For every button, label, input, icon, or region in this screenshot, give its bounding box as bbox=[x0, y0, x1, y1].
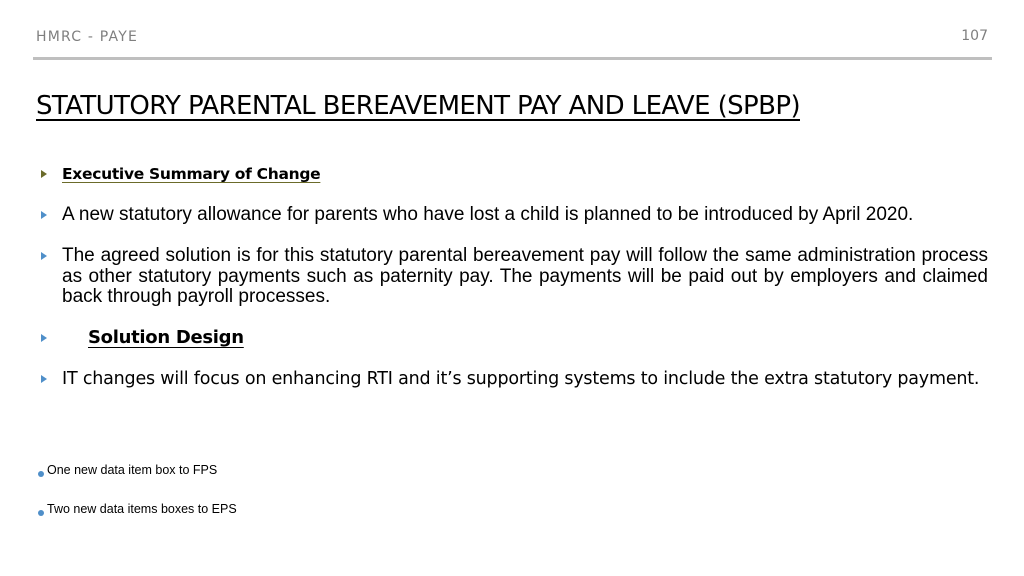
data-item-eps: Two new data items boxes to EPS bbox=[47, 502, 237, 516]
arrow-bullet-icon bbox=[41, 170, 47, 178]
header-divider bbox=[33, 57, 992, 60]
arrow-bullet-icon bbox=[41, 211, 47, 219]
arrow-bullet-icon bbox=[41, 334, 47, 342]
header-label: HMRC - PAYE bbox=[36, 29, 138, 45]
page-number: 107 bbox=[961, 28, 988, 44]
summary-paragraph-1: A new statutory allowance for parents who have lost a child is planned to be introduced by April 2020. bbox=[62, 204, 914, 225]
arrow-bullet-icon bbox=[41, 375, 47, 383]
arrow-bullet-icon bbox=[41, 252, 47, 260]
dot-bullet-icon bbox=[38, 471, 44, 477]
solution-paragraph: IT changes will focus on enhancing RTI and it’s supporting systems to include the extra statutory payment. bbox=[62, 369, 980, 389]
summary-paragraph-2: The agreed solution is for this statutory parental bereavement pay will follow the same administration process as other statutory payments such as paternity pay. The payments will be paid out by employers and claimed back through payroll processes. bbox=[62, 245, 988, 307]
data-item-fps: One new data item box to FPS bbox=[47, 463, 218, 477]
dot-bullet-icon bbox=[38, 510, 44, 516]
slide-title: STATUTORY PARENTAL BEREAVEMENT PAY AND LEAVE (SPBP) bbox=[36, 91, 800, 121]
executive-summary-heading: Executive Summary of Change bbox=[62, 165, 321, 183]
solution-design-heading: Solution Design bbox=[88, 327, 244, 348]
